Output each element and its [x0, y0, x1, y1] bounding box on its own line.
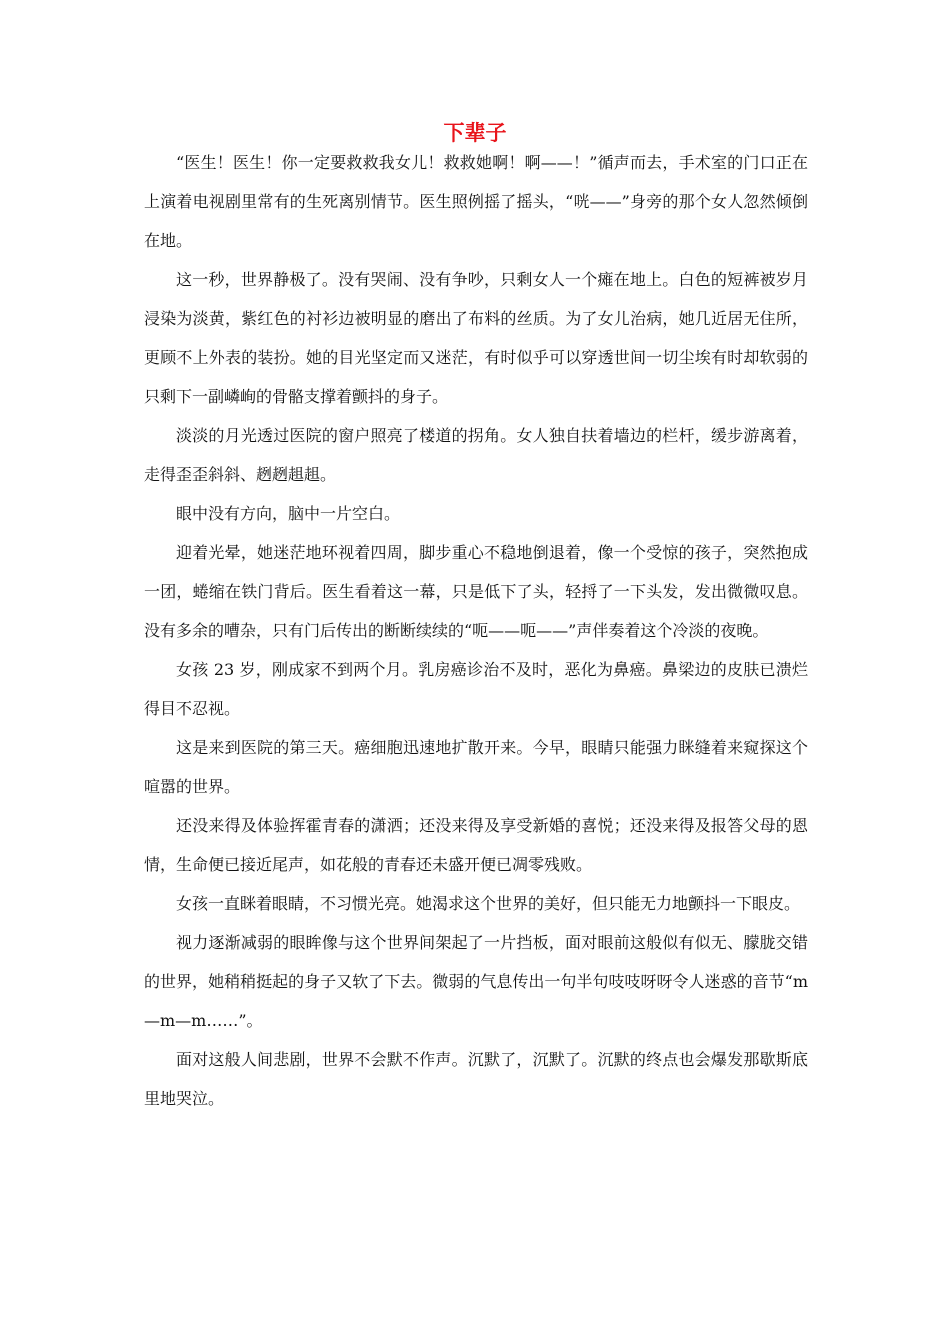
paragraph: 迎着光晕，她迷茫地环视着四周，脚步重心不稳地倒退着，像一个受惊的孩子，突然抱成一团，蜷缩在铁门背后。医生看着这一幕，只是低下了头，轻捋了一下头发，发出微微叹息。没有多余的嘈杂，只有门后传出的断断续续的“呃——呃——”声伴奏着这个冷淡的夜晚。	[144, 543, 808, 640]
paragraph: 这一秒，世界静极了。没有哭闹、没有争吵，只剩女人一个瘫在地上。白色的短裤被岁月浸染为淡黄，紫红色的衬衫边被明显的磨出了布料的丝质。为了女儿治病，她几近居无住所，更顾不上外表的装扮。她的目光坚定而又迷茫，有时似乎可以穿透世间一切尘埃有时却软弱的只剩下一副嶙峋的骨骼支撑着颤抖的身子。	[144, 270, 808, 406]
paragraph: “医生！医生！你一定要救救我女儿！救救她啊！啊——！”循声而去，手术室的门口正在上演着电视剧里常有的生死离别情节。医生照例摇了摇头，“咣——”身旁的那个女人忽然倾倒在地。	[144, 153, 808, 250]
paragraph: 眼中没有方向，脑中一片空白。	[176, 504, 401, 523]
paragraph: 面对这般人间悲剧，世界不会默不作声。沉默了，沉默了。沉默的终点也会爆发那歇斯底里地哭泣。	[144, 1050, 808, 1108]
paragraph: 视力逐渐减弱的眼眸像与这个世界间架起了一片挡板，面对眼前这般似有似无、朦胧交错的世界，她稍稍挺起的身子又软了下去。微弱的气息传出一句半句吱吱呀呀令人迷惑的音节“m—m—m……”。	[144, 933, 808, 1030]
paragraph: 还没来得及体验挥霍青春的潇洒；还没来得及享受新婚的喜悦；还没来得及报答父母的恩情，生命便已接近尾声，如花般的青春还未盛开便已凋零残败。	[144, 816, 808, 874]
paragraph: 女孩一直眯着眼睛，不习惯光亮。她渴求这个世界的美好，但只能无力地颤抖一下眼皮。	[176, 894, 801, 913]
document-title: 下辈子	[443, 121, 507, 145]
paragraph: 淡淡的月光透过医院的窗户照亮了楼道的拐角。女人独自扶着墙边的栏杆，缓步游离着，走得歪歪斜斜、趔趔趄趄。	[144, 426, 808, 484]
document-body	[144, 143, 808, 1118]
paragraph: 这是来到医院的第三天。癌细胞迅速地扩散开来。今早，眼睛只能强力眯缝着来窥探这个喧嚣的世界。	[144, 738, 808, 796]
paragraph: 女孩 23 岁，刚成家不到两个月。乳房癌诊治不及时，恶化为鼻癌。鼻梁边的皮肤已溃烂得目不忍视。	[144, 660, 808, 718]
